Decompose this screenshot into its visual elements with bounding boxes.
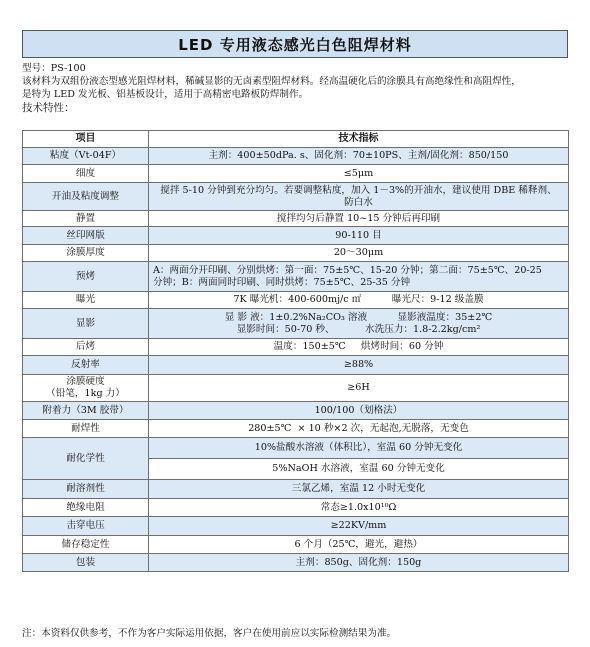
spec-row-value xyxy=(149,245,569,262)
spec-row xyxy=(23,245,569,262)
description-line-2: 是特为 LED 发光板、铝基板设计，适用于高精密电路板防焊制作。 xyxy=(22,89,309,100)
spec-row-label: 显影 xyxy=(23,309,149,339)
spec-row xyxy=(23,356,569,375)
spec-row xyxy=(23,517,569,536)
spec-value-line: 90-110 目 xyxy=(335,229,382,241)
spec-value-line: 6 个月（25℃，避光，避热） xyxy=(294,538,423,550)
spec-value-line: ≥88% xyxy=(343,359,374,370)
spec-value-line: 搅拌 5-10 分钟到充分均匀。若要调整粘度，加入 1－3%的开油水，建议使用 DBE 稀释剂、 xyxy=(160,184,557,196)
disclaimer-note: 注：本资料仅供参考，不作为客户实际运用依据，客户在使用前应以实际检测结果为准。 xyxy=(22,628,397,639)
spec-value-line: 常态≥1.0x10¹⁰Ω xyxy=(320,501,397,513)
spec-row-value xyxy=(149,339,569,356)
spec-table-header xyxy=(23,131,569,148)
header-spec: 技术指标 xyxy=(149,131,569,148)
spec-value-line: 防白水 xyxy=(344,196,373,208)
spec-row-value xyxy=(149,554,569,572)
spec-row xyxy=(23,183,569,211)
spec-row xyxy=(23,339,569,356)
spec-value-line: 显 影 液：1±0.2%Na₂CO₃ 溶液 显影液温度：35±2℃ xyxy=(224,311,493,323)
spec-row-value xyxy=(149,499,569,517)
spec-row xyxy=(23,438,569,459)
spec-row-value xyxy=(149,183,569,211)
spec-table xyxy=(22,130,569,572)
spec-row xyxy=(23,262,569,292)
spec-row xyxy=(23,309,569,339)
spec-row xyxy=(23,402,569,420)
intro-section xyxy=(22,62,582,115)
spec-row-label: 曝光 xyxy=(23,292,149,309)
spec-value-line: 20～30μm xyxy=(333,247,384,258)
spec-row xyxy=(23,211,569,227)
spec-row-label: 静置 xyxy=(23,211,149,227)
spec-row-label: 丝印网版 xyxy=(23,227,149,245)
spec-value-line: 7K 曝光机：400-600mj/c ㎡ 曝光尺：9-12 级盖膜 xyxy=(233,294,484,305)
spec-row-value xyxy=(149,309,569,339)
spec-row-label: 后烤 xyxy=(23,339,149,356)
spec-row-value xyxy=(149,536,569,554)
spec-value-line: 主剂：400±50dPa. s、固化剂：70±10PS、主剂/固化剂：850/150 xyxy=(208,150,509,161)
description-line-1: 该材料为双组份液态型感光阻焊材料，稀碱显影的无卤素型阻焊材料。经高温硬化后的涂膜具有高绝缘性和高阻焊性， xyxy=(22,76,521,87)
spec-row-label: 反射率 xyxy=(23,356,149,375)
spec-row-label: 开油及粘度调整 xyxy=(23,183,149,211)
spec-row-label: 耐化学性 xyxy=(23,438,149,480)
spec-row-value xyxy=(149,262,569,292)
spec-value-line: ≥22KV/mm xyxy=(330,520,387,531)
spec-row-label: 耐溶剂性 xyxy=(23,480,149,499)
spec-row xyxy=(23,554,569,572)
spec-row xyxy=(23,165,569,183)
spec-row-value xyxy=(149,227,569,245)
spec-value-line: ≤5μm xyxy=(343,167,374,179)
spec-row-value xyxy=(149,420,569,438)
spec-row-value xyxy=(149,480,569,499)
spec-row xyxy=(23,480,569,499)
spec-row-label: 耐焊性 xyxy=(23,420,149,438)
spec-row-label: 绝缘电阻 xyxy=(23,499,149,517)
spec-value-line: 分钟；B：两面同时印刷、同时烘烤：75±5℃、25-35 分钟 xyxy=(153,276,411,288)
document-title: LED 专用液态感光白色阻焊材料 xyxy=(22,30,568,58)
spec-row-label: 预烤 xyxy=(23,262,149,292)
spec-value-line: A：两面分开印刷、分别烘烤：第一面：75±5℃、15-20 分钟；第二面：75±5℃、20-25 xyxy=(153,264,542,276)
spec-row xyxy=(23,536,569,554)
spec-row xyxy=(23,375,569,402)
spec-row-label: 附着力（3M 胶带） xyxy=(23,402,149,420)
spec-value-line: 100/100（划格法） xyxy=(314,404,403,416)
spec-row-value xyxy=(149,292,569,309)
spec-row xyxy=(23,227,569,245)
spec-row-value: 5%NaOH 水溶液，室温 60 分钟无变化 xyxy=(149,459,569,480)
spec-row-label: 细度 xyxy=(23,165,149,183)
spec-row-label: 储存稳定性 xyxy=(23,536,149,554)
spec-row xyxy=(23,420,569,438)
spec-value-line: 显影时间：50-70 秒、 水洗压力：1.8-2.2kg/cm² xyxy=(236,323,481,335)
spec-row-value xyxy=(149,356,569,375)
spec-row xyxy=(23,499,569,517)
spec-row-value xyxy=(149,402,569,420)
spec-value-line: 280±5℃ × 10 秒×2 次，无起泡,无脱落，无变色 xyxy=(248,422,469,434)
spec-heading: 技术特性： xyxy=(22,102,75,114)
spec-row-value xyxy=(149,375,569,402)
spec-row-value xyxy=(149,148,569,165)
spec-row-value xyxy=(149,165,569,183)
spec-value-line: 三氯乙烯，室温 12 小时无变化 xyxy=(291,483,426,494)
spec-value-line: 主剂：850g、固化剂：150g xyxy=(295,556,422,568)
spec-row-label: 涂膜硬度 （铅笔，1kg 力） xyxy=(23,375,149,402)
spec-row-label: 击穿电压 xyxy=(23,517,149,536)
spec-row-label: 包装 xyxy=(23,554,149,572)
header-item: 项目 xyxy=(23,131,149,148)
spec-value-line: 搅拌均匀后静置 10~15 分钟后再印刷 xyxy=(276,212,441,224)
spec-row-value: 10%盐酸水溶液（体积比），室温 60 分钟无变化 xyxy=(149,438,569,459)
spec-row-label: 粘度（Vt-04F） xyxy=(23,148,149,165)
spec-row xyxy=(23,148,569,165)
model-line: 型号：PS-100 xyxy=(22,63,86,74)
spec-row-label: 涂膜厚度 xyxy=(23,245,149,262)
spec-value-line: ≥6H xyxy=(347,382,370,393)
spec-row-value xyxy=(149,517,569,536)
spec-value-line: 温度：150±5℃ 烘烤时间：60 分钟 xyxy=(273,341,444,352)
spec-row-value xyxy=(149,211,569,227)
spec-row xyxy=(23,292,569,309)
